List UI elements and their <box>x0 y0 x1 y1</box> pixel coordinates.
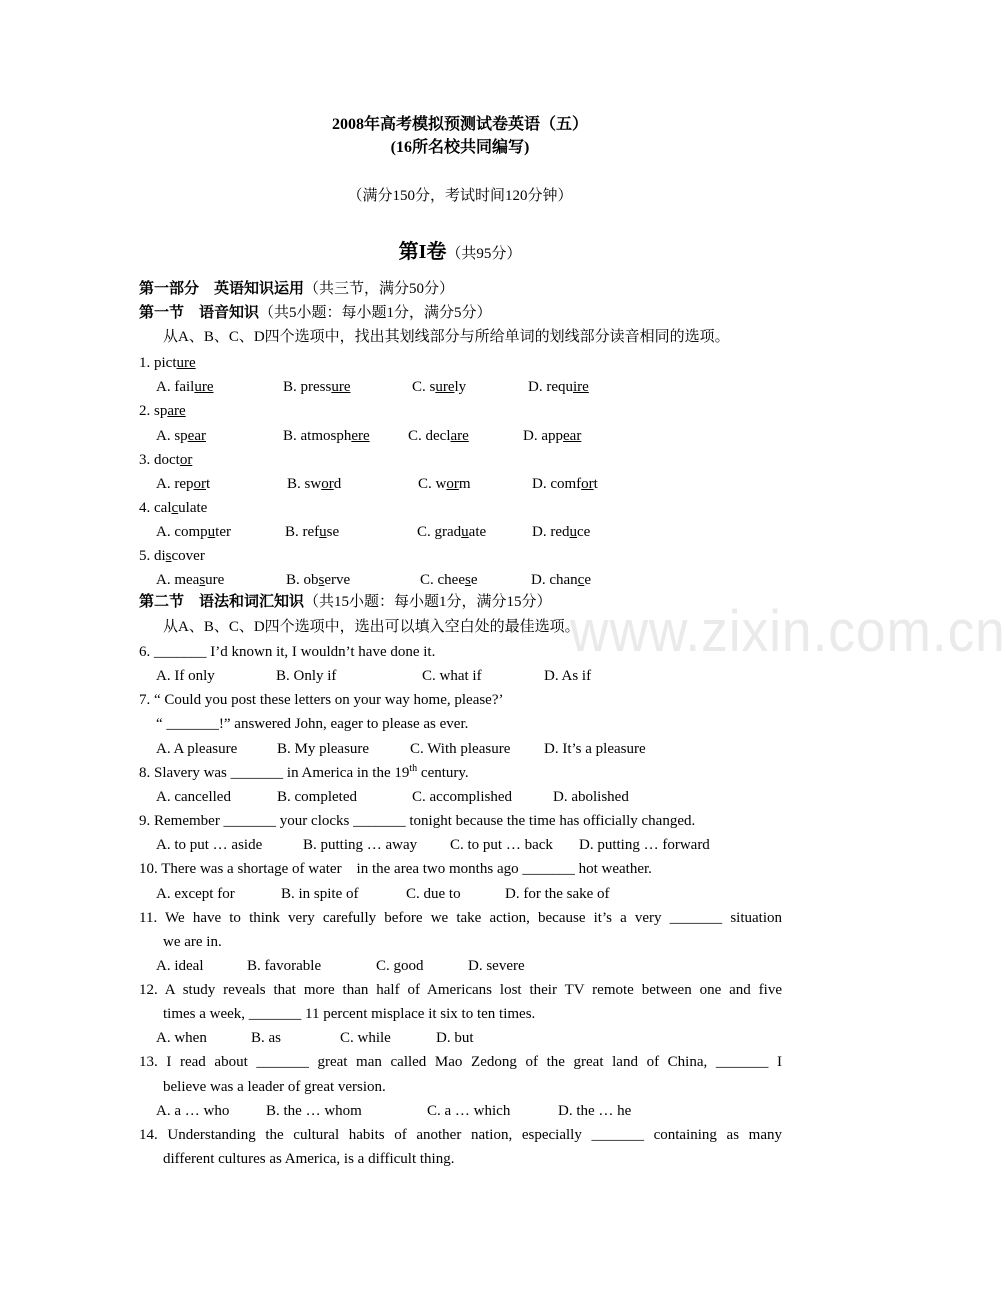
question-13-cont: believe was a leader of great version. <box>163 1079 386 1095</box>
q10-option-c[interactable]: C. due to <box>406 886 461 902</box>
phonetic-3-option-a[interactable]: A. report <box>156 476 211 492</box>
volume-title: 第I卷 <box>398 241 447 263</box>
q11-option-c[interactable]: C. good <box>376 958 424 974</box>
question-13: 13. I read about _______ great man called Mao Zedong of the great land of China, _______ I <box>139 1054 782 1070</box>
section2-heading <box>139 592 552 612</box>
phonetic-1-option-c[interactable]: C. surely <box>412 379 467 395</box>
exam-title: 2008年高考模拟预测试卷英语（五） <box>331 116 588 133</box>
section2-heading-text: 第二节 语法和词汇知识 <box>139 594 305 610</box>
question-12: 12. A study reveals that more than half of Americans lost their TV remote between one and five <box>139 982 782 998</box>
q6-option-c[interactable]: C. what if <box>422 668 482 684</box>
question-8: 8. Slavery was _______ in America in the 19th century. <box>139 763 469 781</box>
question-14: 14. Understanding the cultural habits of another nation, especially _______ containing as many <box>139 1127 782 1143</box>
q6-option-a[interactable]: A. If only <box>156 668 215 684</box>
q10-option-d[interactable]: D. for the sake of <box>505 886 610 902</box>
phonetic-4-option-a[interactable]: A. computer <box>156 524 231 540</box>
q10-option-a[interactable]: A. except for <box>156 886 235 902</box>
phonetic-4-option-d[interactable]: D. reduce <box>532 524 591 540</box>
q8-option-d[interactable]: D. abolished <box>553 789 629 805</box>
section2-heading-note: （共15小题：每小题1分，满分15分） <box>304 594 552 610</box>
q7-option-d[interactable]: D. It’s a pleasure <box>544 741 646 757</box>
q13-option-b[interactable]: B. the … whom <box>266 1103 362 1119</box>
phonetic-5-option-a[interactable]: A. measure <box>156 572 225 588</box>
phonetic-3-option-d[interactable]: D. comfort <box>532 476 598 492</box>
phonetic-4-option-c[interactable]: C. graduate <box>417 524 487 540</box>
phonetic-question-5: 5. discover <box>139 548 205 564</box>
phonetic-2-option-c[interactable]: C. declare <box>408 428 469 444</box>
volume-heading <box>0 239 920 265</box>
q13-option-c[interactable]: C. a … which <box>427 1103 511 1119</box>
q9-option-a[interactable]: A. to put … aside <box>156 837 263 853</box>
exam-subtitle: (16所名校共同编写) <box>390 139 530 156</box>
phonetic-1-option-a[interactable]: A. failure <box>156 379 214 395</box>
question-7-reply: “ _______!” answered John, eager to please as ever. <box>156 716 469 732</box>
phonetic-5-option-c[interactable]: C. cheese <box>420 572 478 588</box>
part1-heading-text: 第一部分 英语知识运用 <box>139 281 305 297</box>
watermark: www.zixin.com.cn <box>570 599 1006 664</box>
q12-option-a[interactable]: A. when <box>156 1030 207 1046</box>
q8-option-b[interactable]: B. completed <box>277 789 357 805</box>
phonetic-3-option-c[interactable]: C. worm <box>418 476 471 492</box>
section1-instruction: 从A、B、C、D四个选项中，找出其划线部分与所给单词的划线部分读音相同的选项。 <box>163 329 730 345</box>
q7-option-c[interactable]: C. With pleasure <box>410 741 511 757</box>
question-10: 10. There was a shortage of water in the area two months ago _______ hot weather. <box>139 861 652 877</box>
q12-option-d[interactable]: D. but <box>436 1030 474 1046</box>
question-6: 6. _______ I’d known it, I wouldn’t have done it. <box>139 644 436 660</box>
q12-option-c[interactable]: C. while <box>340 1030 391 1046</box>
q7-option-b[interactable]: B. My pleasure <box>277 741 370 757</box>
q13-option-a[interactable]: A. a … who <box>156 1103 230 1119</box>
phonetic-question-3: 3. doctor <box>139 452 193 468</box>
phonetic-1-option-d[interactable]: D. require <box>528 379 589 395</box>
q11-option-d[interactable]: D. severe <box>468 958 525 974</box>
q6-option-b[interactable]: B. Only if <box>276 668 337 684</box>
q13-option-d[interactable]: D. the … he <box>558 1103 632 1119</box>
question-12-cont: times a week, _______ 11 percent misplace it six to ten times. <box>163 1006 536 1022</box>
question-14-cont: different cultures as America, is a difficult thing. <box>163 1151 455 1167</box>
phonetic-3-option-b[interactable]: B. sword <box>287 476 342 492</box>
question-11: 11. We have to think very carefully before we take action, because it’s a very _______ situation <box>139 910 782 926</box>
phonetic-4-option-b[interactable]: B. refuse <box>285 524 340 540</box>
phonetic-2-option-d[interactable]: D. appear <box>523 428 582 444</box>
section1-heading-note: （共5小题：每小题1分，满分5分） <box>259 305 492 321</box>
phonetic-2-option-a[interactable]: A. spear <box>156 428 206 444</box>
section1-heading <box>139 303 492 323</box>
score-note: （满分150分，考试时间120分钟） <box>347 188 573 204</box>
question-9: 9. Remember _______ your clocks _______ tonight because the time has officially changed. <box>139 813 696 829</box>
phonetic-5-option-d[interactable]: D. chance <box>531 572 591 588</box>
q7-option-a[interactable]: A. A pleasure <box>156 741 238 757</box>
q12-option-b[interactable]: B. as <box>251 1030 281 1046</box>
part1-heading-note: （共三节，满分50分） <box>304 281 455 297</box>
q11-option-a[interactable]: A. ideal <box>156 958 204 974</box>
phonetic-question-4: 4. calculate <box>139 500 208 516</box>
phonetic-5-option-b[interactable]: B. observe <box>286 572 351 588</box>
q6-option-d[interactable]: D. As if <box>544 668 592 684</box>
q9-option-b[interactable]: B. putting … away <box>303 837 418 853</box>
question-7: 7. “ Could you post these letters on your way home, please?’ <box>139 692 504 708</box>
phonetic-2-option-b[interactable]: B. atmosphere <box>283 428 370 444</box>
q10-option-b[interactable]: B. in spite of <box>281 886 359 902</box>
q11-option-b[interactable]: B. favorable <box>247 958 322 974</box>
phonetic-question-1: 1. picture <box>139 355 196 371</box>
phonetic-question-2: 2. spare <box>139 403 186 419</box>
q9-option-c[interactable]: C. to put … back <box>450 837 553 853</box>
question-11-cont: we are in. <box>163 934 222 950</box>
section2-instruction: 从A、B、C、D四个选项中，选出可以填入空白处的最佳选项。 <box>163 619 580 635</box>
phonetic-1-option-b[interactable]: B. pressure <box>283 379 351 395</box>
part1-heading <box>139 279 454 299</box>
q8-option-a[interactable]: A. cancelled <box>156 789 231 805</box>
volume-score: （共95分） <box>446 246 522 262</box>
q8-option-c[interactable]: C. accomplished <box>412 789 512 805</box>
section1-heading-text: 第一节 语音知识 <box>139 305 260 321</box>
q9-option-d[interactable]: D. putting … forward <box>579 837 710 853</box>
